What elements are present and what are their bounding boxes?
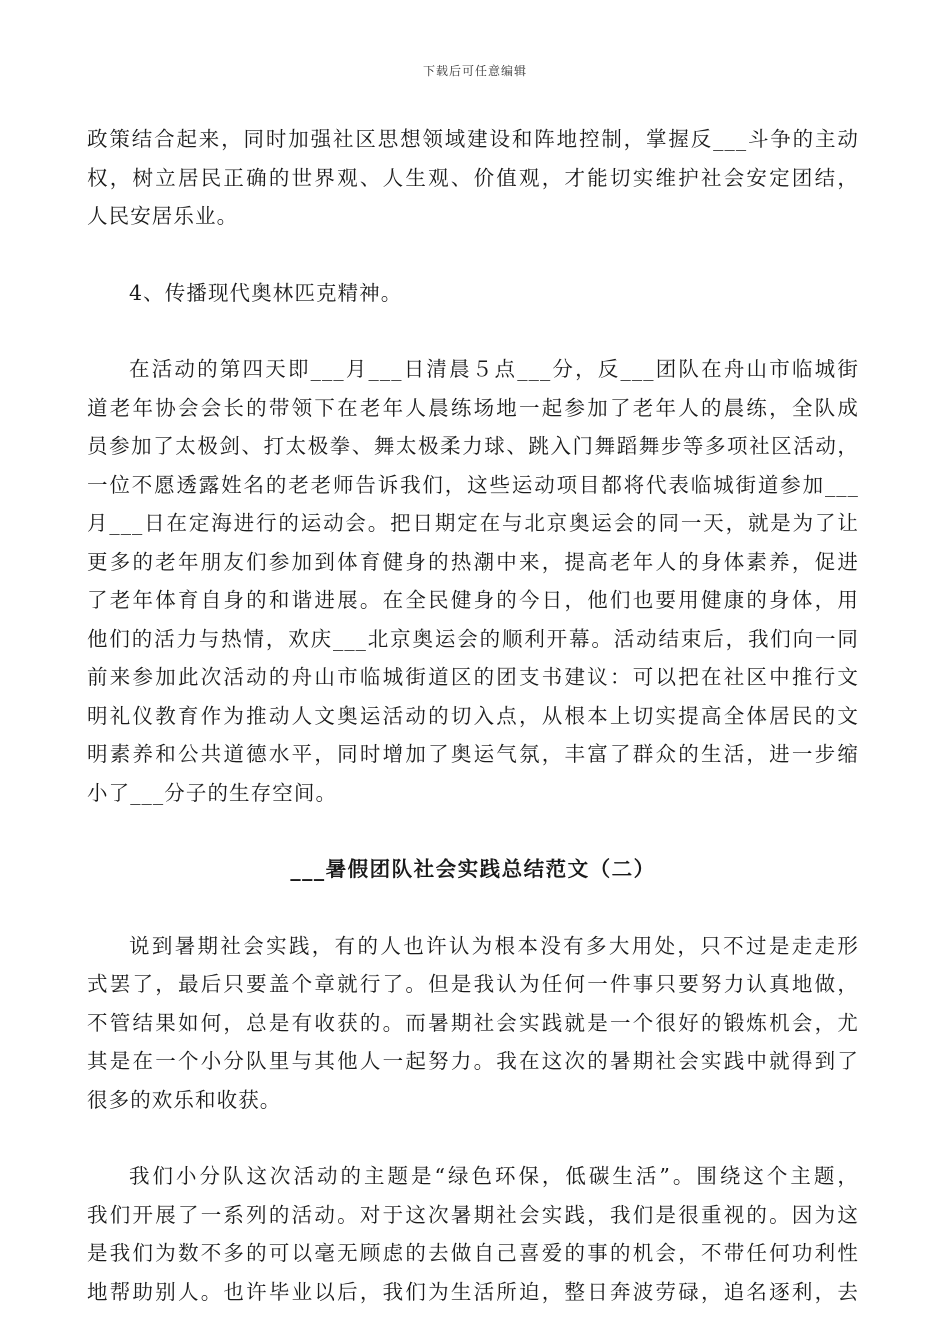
text-line: 他们的活力与热情，欢庆___北京奥运会的顺利开幕。活动结束后，我们向一同 [87,626,859,651]
paragraph-morning-exercise [87,350,859,812]
text-line: 更多的老年朋友们参加到体育健身的热潮中来，提高老年人的身体素养，促进 [87,549,859,574]
text-line: 了老年体育自身的和谐进展。在全民健身的今日，他们也要用健康的身体，用 [87,588,859,612]
text-line: 前来参加此次活动的舟山市临城街道区的团支书建议：可以把在社区中推行文 [87,665,859,689]
text-line: 权，树立居民正确的世界观、人生观、价值观，才能切实维护社会安定团结， [87,165,859,190]
text-line: 明素养和公共道德水平，同时增加了奥运气氛，丰富了群众的生活，进一步缩 [87,742,859,766]
text-line: 式罢了，最后只要盖个章就行了。但是我认为任何一件事只要努力认真地做， [87,972,859,996]
paragraph-team-theme [87,1157,859,1311]
section-title: ___暑假团队社会实践总结范文（二） [290,857,656,881]
text-line: 人民安居乐业。 [87,204,239,228]
text-line: 是我们为数不多的可以毫无顾虑的去做自己喜爱的事的机会，不带任何功利性 [87,1241,859,1265]
text-line: 说到暑期社会实践，有的人也许认为根本没有多大用处，只不过是走走形 [129,933,859,958]
text-line: 不管结果如何，总是有收获的。而暑期社会实践就是一个很好的锻炼机会，尤 [87,1010,859,1035]
text-line: 我们小分队这次活动的主题是“绿色环保，低碳生活”。围绕这个主题， [129,1164,859,1188]
text-line: 在活动的第四天即___月___日清晨５点___分，反___团队在舟山市临城街 [129,357,859,381]
paragraph-practice-intro [87,927,859,1120]
text-line: 月___日在定海进行的运动会。把日期定在与北京奥运会的同一天，就是为了让 [87,511,859,535]
text-line: 员参加了太极剑、打太极拳、舞太极柔力球、跳入门舞蹈舞步等多项社区活动， [87,434,859,458]
page-header: 下载后可任意编辑 [422,64,527,78]
document-body [87,120,859,1311]
text-line: 其是在一个小分队里与其他人一起努力。我在这次的暑期社会实践中就得到了 [87,1049,859,1073]
text-line: 地帮助别人。也许毕业以后，我们为生活所迫，整日奔波劳碌，追名逐利，去 [87,1279,859,1304]
text-line: 政策结合起来，同时加强社区思想领域建设和阵地控制，掌握反___斗争的主动 [87,127,859,151]
heading-olympic-spirit: 4、传播现代奥林匹克精神。 [129,280,403,305]
text-line: 明礼仪教育作为推动人文奥运活动的切入点，从根本上切实提高全体居民的文 [87,703,859,728]
paragraph-policy [87,120,859,236]
text-line: 一位不愿透露姓名的老老师告诉我们，这些运动项目都将代表临城街道参加___ [87,472,859,497]
text-line: 小了___分子的生存空间。 [87,780,338,805]
text-line: 很多的欢乐和收获。 [87,1087,282,1112]
text-line: 道老年协会会长的带领下在老年人晨练场地一起参加了老年人的晨练，全队成 [87,395,859,420]
text-line: 我们开展了一系列的活动。对于这次暑期社会实践，我们是很重视的。因为这 [87,1202,859,1227]
